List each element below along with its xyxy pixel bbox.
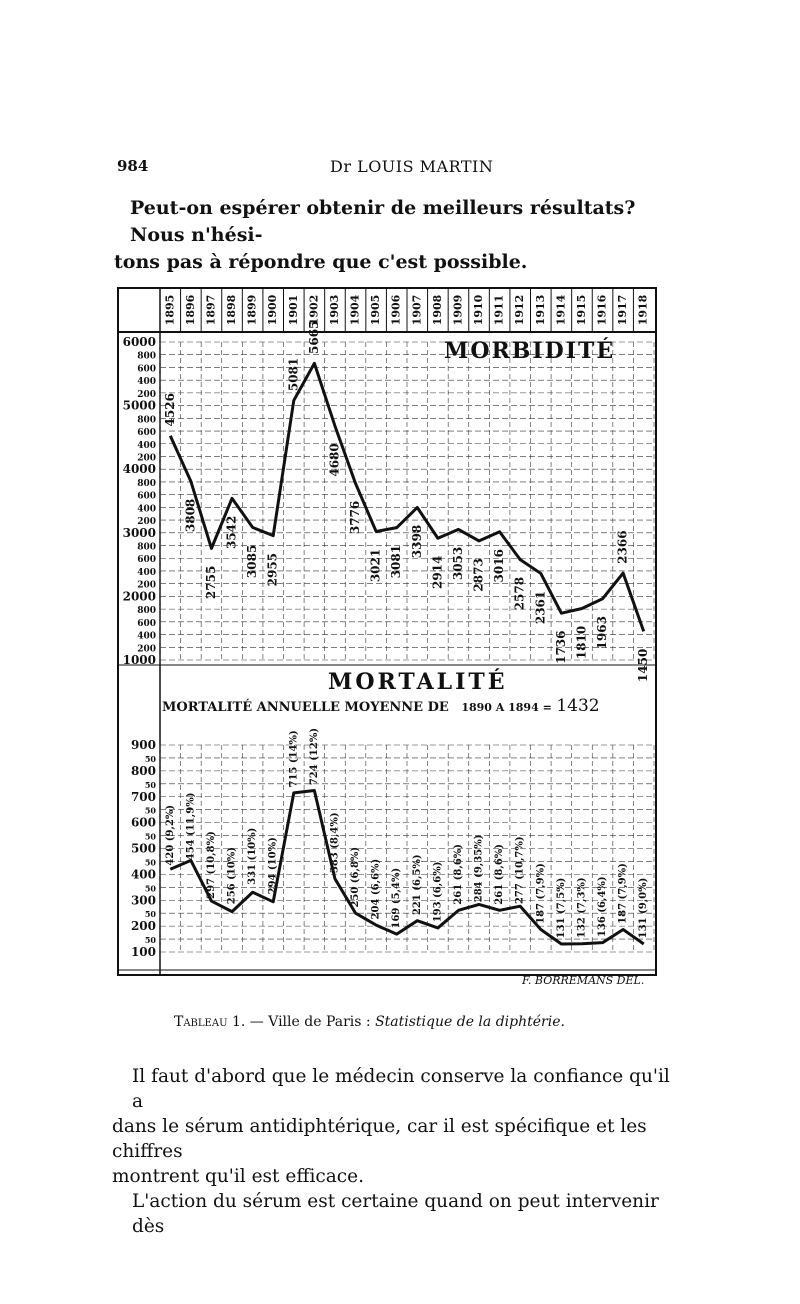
morbidity-y-tick: 200	[137, 389, 156, 400]
year-header-label: 1904	[348, 294, 362, 326]
caption-label: Tableau 1.	[174, 1014, 246, 1030]
mortality-y-tick: 200	[130, 919, 156, 934]
morbidity-data-label: 1450	[636, 648, 651, 683]
year-header-label: 1896	[183, 294, 197, 326]
morbidity-data-label: 3808	[183, 498, 198, 533]
morbidity-y-tick: 6000	[122, 335, 156, 349]
mortality-data-label: 221 (6,5%)	[411, 854, 423, 916]
body-line-4: L'action du sérum est certaine quand on peut intervenir dès	[132, 1191, 659, 1237]
page-number: 984	[117, 157, 149, 175]
morbidity-data-label: 1810	[574, 625, 589, 660]
year-header-label: 1917	[616, 294, 630, 326]
mortality-y-tick: 50	[144, 857, 156, 868]
running-title: Dr LOUIS MARTIN	[330, 157, 494, 176]
morbidity-y-tick: 600	[137, 364, 156, 375]
morbidity-y-tick: 1000	[122, 653, 156, 667]
mortality-data-label: 331 (10%)	[247, 827, 259, 885]
year-header-label: 1908	[430, 294, 444, 326]
morbidity-data-label: 2578	[512, 576, 527, 611]
morbidity-data-label: 1963	[595, 616, 610, 650]
year-header-label: 1907	[410, 294, 424, 326]
engraver-signature: F. BORREMANS DEL.	[522, 974, 645, 987]
year-header-label: 1906	[389, 294, 403, 326]
morbidity-data-label: 3021	[368, 548, 383, 583]
year-header-label: 1905	[369, 294, 383, 326]
morbidity-y-tick: 200	[137, 644, 156, 655]
morbidity-y-tick: 800	[137, 606, 156, 617]
morbidity-y-tick: 600	[137, 618, 156, 629]
morbidity-data-label: 2366	[615, 530, 630, 564]
body-line-1: Il faut d'abord que le médecin conserve la confiance qu'il a	[132, 1066, 670, 1112]
intro-line-2: tons pas à répondre que c'est possible.	[114, 251, 528, 273]
morbidity-data-label: 2873	[471, 558, 486, 592]
year-header-label: 1913	[533, 294, 547, 326]
morbidity-data-label: 3776	[348, 500, 363, 535]
mortality-data-label: 454 (11,9%)	[185, 792, 197, 861]
morbidity-data-label: 3398	[409, 524, 424, 559]
year-header-label: 1899	[245, 294, 259, 326]
mortality-y-tick: 50	[144, 909, 156, 920]
morbidity-y-tick: 800	[137, 542, 156, 553]
morbidity-data-label: 2914	[430, 555, 445, 589]
morbidity-data-label: 3016	[492, 549, 507, 583]
year-header-label: 1910	[472, 294, 486, 326]
mortality-data-label: 193 (6,6%)	[432, 861, 444, 923]
mortality-data-label: 294 (10%)	[267, 837, 279, 895]
morbidity-y-tick: 4000	[122, 462, 156, 477]
mortality-data-label: 261 (8,6%)	[452, 843, 464, 905]
morbidity-y-tick: 400	[137, 377, 156, 388]
year-header-label: 1898	[225, 294, 239, 326]
year-header-label: 1895	[163, 294, 177, 326]
mortality-subtitle-value: 1432	[556, 696, 600, 716]
mortality-subtitle-main: MORTALITÉ ANNUELLE MOYENNE DE	[162, 700, 449, 715]
mortality-y-tick: 800	[130, 763, 156, 778]
caption-subject: Statistique de la diphtérie.	[375, 1014, 565, 1030]
morbidity-data-label: 4680	[327, 443, 342, 477]
morbidity-y-tick: 400	[137, 440, 156, 451]
morbidity-y-tick: 600	[137, 428, 156, 439]
mortality-data-label: 169 (5,4%)	[391, 867, 403, 929]
mortality-data-label: 261 (8,6%)	[494, 843, 506, 905]
mortality-y-tick: 900	[130, 738, 156, 752]
morbidity-data-label: 3085	[245, 544, 260, 579]
mortality-data-label: 297 (10,8%)	[205, 831, 217, 899]
mortality-y-tick: 700	[130, 789, 156, 804]
morbidity-data-label: 3081	[389, 544, 404, 579]
year-header-label: 1914	[554, 294, 568, 326]
mortality-data-label: 132 (7,3%)	[576, 877, 588, 939]
year-header-label: 1916	[595, 294, 609, 326]
year-header-label: 1918	[636, 294, 650, 326]
mortality-title: MORTALITÉ	[328, 669, 508, 695]
morbidity-y-tick: 200	[137, 580, 156, 591]
morbidity-y-tick: 200	[137, 453, 156, 464]
morbidity-data-label: 5665	[306, 320, 321, 355]
mortality-y-tick: 50	[144, 935, 156, 946]
mortality-data-label: 383 (8,4%)	[329, 812, 341, 874]
morbidity-data-label: 3053	[450, 546, 465, 581]
morbidity-y-tick: 2000	[122, 589, 156, 604]
morbidity-y-tick: 600	[137, 491, 156, 502]
body-line-3: montrent qu'il est efficace.	[112, 1166, 364, 1187]
mortality-data-label: 256 (10%)	[226, 847, 238, 905]
mortality-data-label: 131 (7,5%)	[555, 877, 567, 939]
year-header-label: 1909	[451, 294, 465, 326]
morbidity-data-label: 1736	[553, 630, 568, 664]
figure-caption	[174, 1014, 565, 1030]
year-header-label: 1900	[266, 294, 280, 326]
mortality-data-label: 187 (7,9%)	[617, 863, 629, 924]
mortality-data-label: 250 (6,8%)	[350, 846, 362, 908]
year-header-label: 1915	[574, 294, 588, 326]
morbidity-y-tick: 5000	[122, 398, 156, 413]
mortality-data-label: 204 (6,6%)	[370, 858, 382, 920]
morbidity-y-tick: 400	[137, 631, 156, 642]
morbidity-data-label: 3542	[224, 515, 239, 550]
body-line-2: dans le sérum antidiphtérique, car il est spécifique et les chiffres	[112, 1116, 647, 1162]
body-paragraph	[112, 1064, 682, 1239]
mortality-y-tick: 50	[144, 753, 156, 764]
morbidity-y-tick: 600	[137, 555, 156, 566]
caption-city: Ville de Paris :	[268, 1014, 376, 1030]
year-header-label: 1903	[327, 294, 341, 326]
morbidity-y-tick: 3000	[122, 525, 156, 540]
mortality-y-tick: 50	[144, 831, 156, 842]
mortality-data-label: 136 (6,4%)	[597, 876, 609, 938]
mortality-y-tick: 50	[144, 883, 156, 894]
morbidity-data-label: 2361	[533, 590, 548, 625]
mortality-subtitle	[162, 696, 600, 716]
mortality-y-tick: 600	[130, 815, 156, 830]
caption-separator: —	[245, 1014, 269, 1030]
morbidity-y-tick: 400	[137, 504, 156, 515]
mortality-y-tick: 300	[130, 893, 156, 908]
morbidity-data-label: 2755	[203, 565, 218, 600]
morbidity-data-label: 5081	[286, 357, 301, 392]
mortality-data-label: 724 (12%)	[308, 727, 320, 786]
intro-line-1: Peut-on espérer obtenir de meilleurs résultats? Nous n'hési-	[130, 197, 636, 246]
morbidity-title: MORBIDITÉ	[444, 338, 616, 364]
mortality-data-label: 277 (10,7%)	[514, 836, 526, 905]
year-header-label: 1912	[513, 294, 527, 326]
mortality-data-label: 715 (14%)	[288, 730, 300, 788]
morbidity-y-tick: 400	[137, 567, 156, 578]
mortality-data-label: 187 (7,9%)	[535, 863, 547, 924]
mortality-subtitle-years: 1890 A 1894 =	[461, 701, 552, 714]
year-header-label: 1901	[286, 294, 300, 326]
mortality-y-tick: 50	[144, 779, 156, 790]
mortality-y-tick: 100	[130, 945, 156, 959]
morbidity-y-tick: 200	[137, 517, 156, 528]
morbidity-data-label: 2955	[265, 552, 280, 587]
year-header-label: 1897	[204, 294, 218, 326]
morbidity-y-tick: 800	[137, 351, 156, 362]
morbidity-y-tick: 800	[137, 415, 156, 426]
morbidity-y-tick: 800	[137, 478, 156, 489]
mortality-data-label: 284 (9,35%)	[473, 834, 485, 903]
mortality-data-label: 131 (9,0%)	[638, 877, 650, 939]
mortality-y-tick: 400	[130, 867, 156, 882]
mortality-y-tick: 50	[144, 805, 156, 816]
year-header-label: 1911	[492, 294, 506, 326]
year-header-label: 1902	[307, 294, 321, 326]
mortality-data-label: 420 (9,2%)	[164, 804, 176, 866]
morbidity-data-label: 4526	[162, 393, 177, 427]
mortality-y-tick: 500	[130, 841, 156, 856]
